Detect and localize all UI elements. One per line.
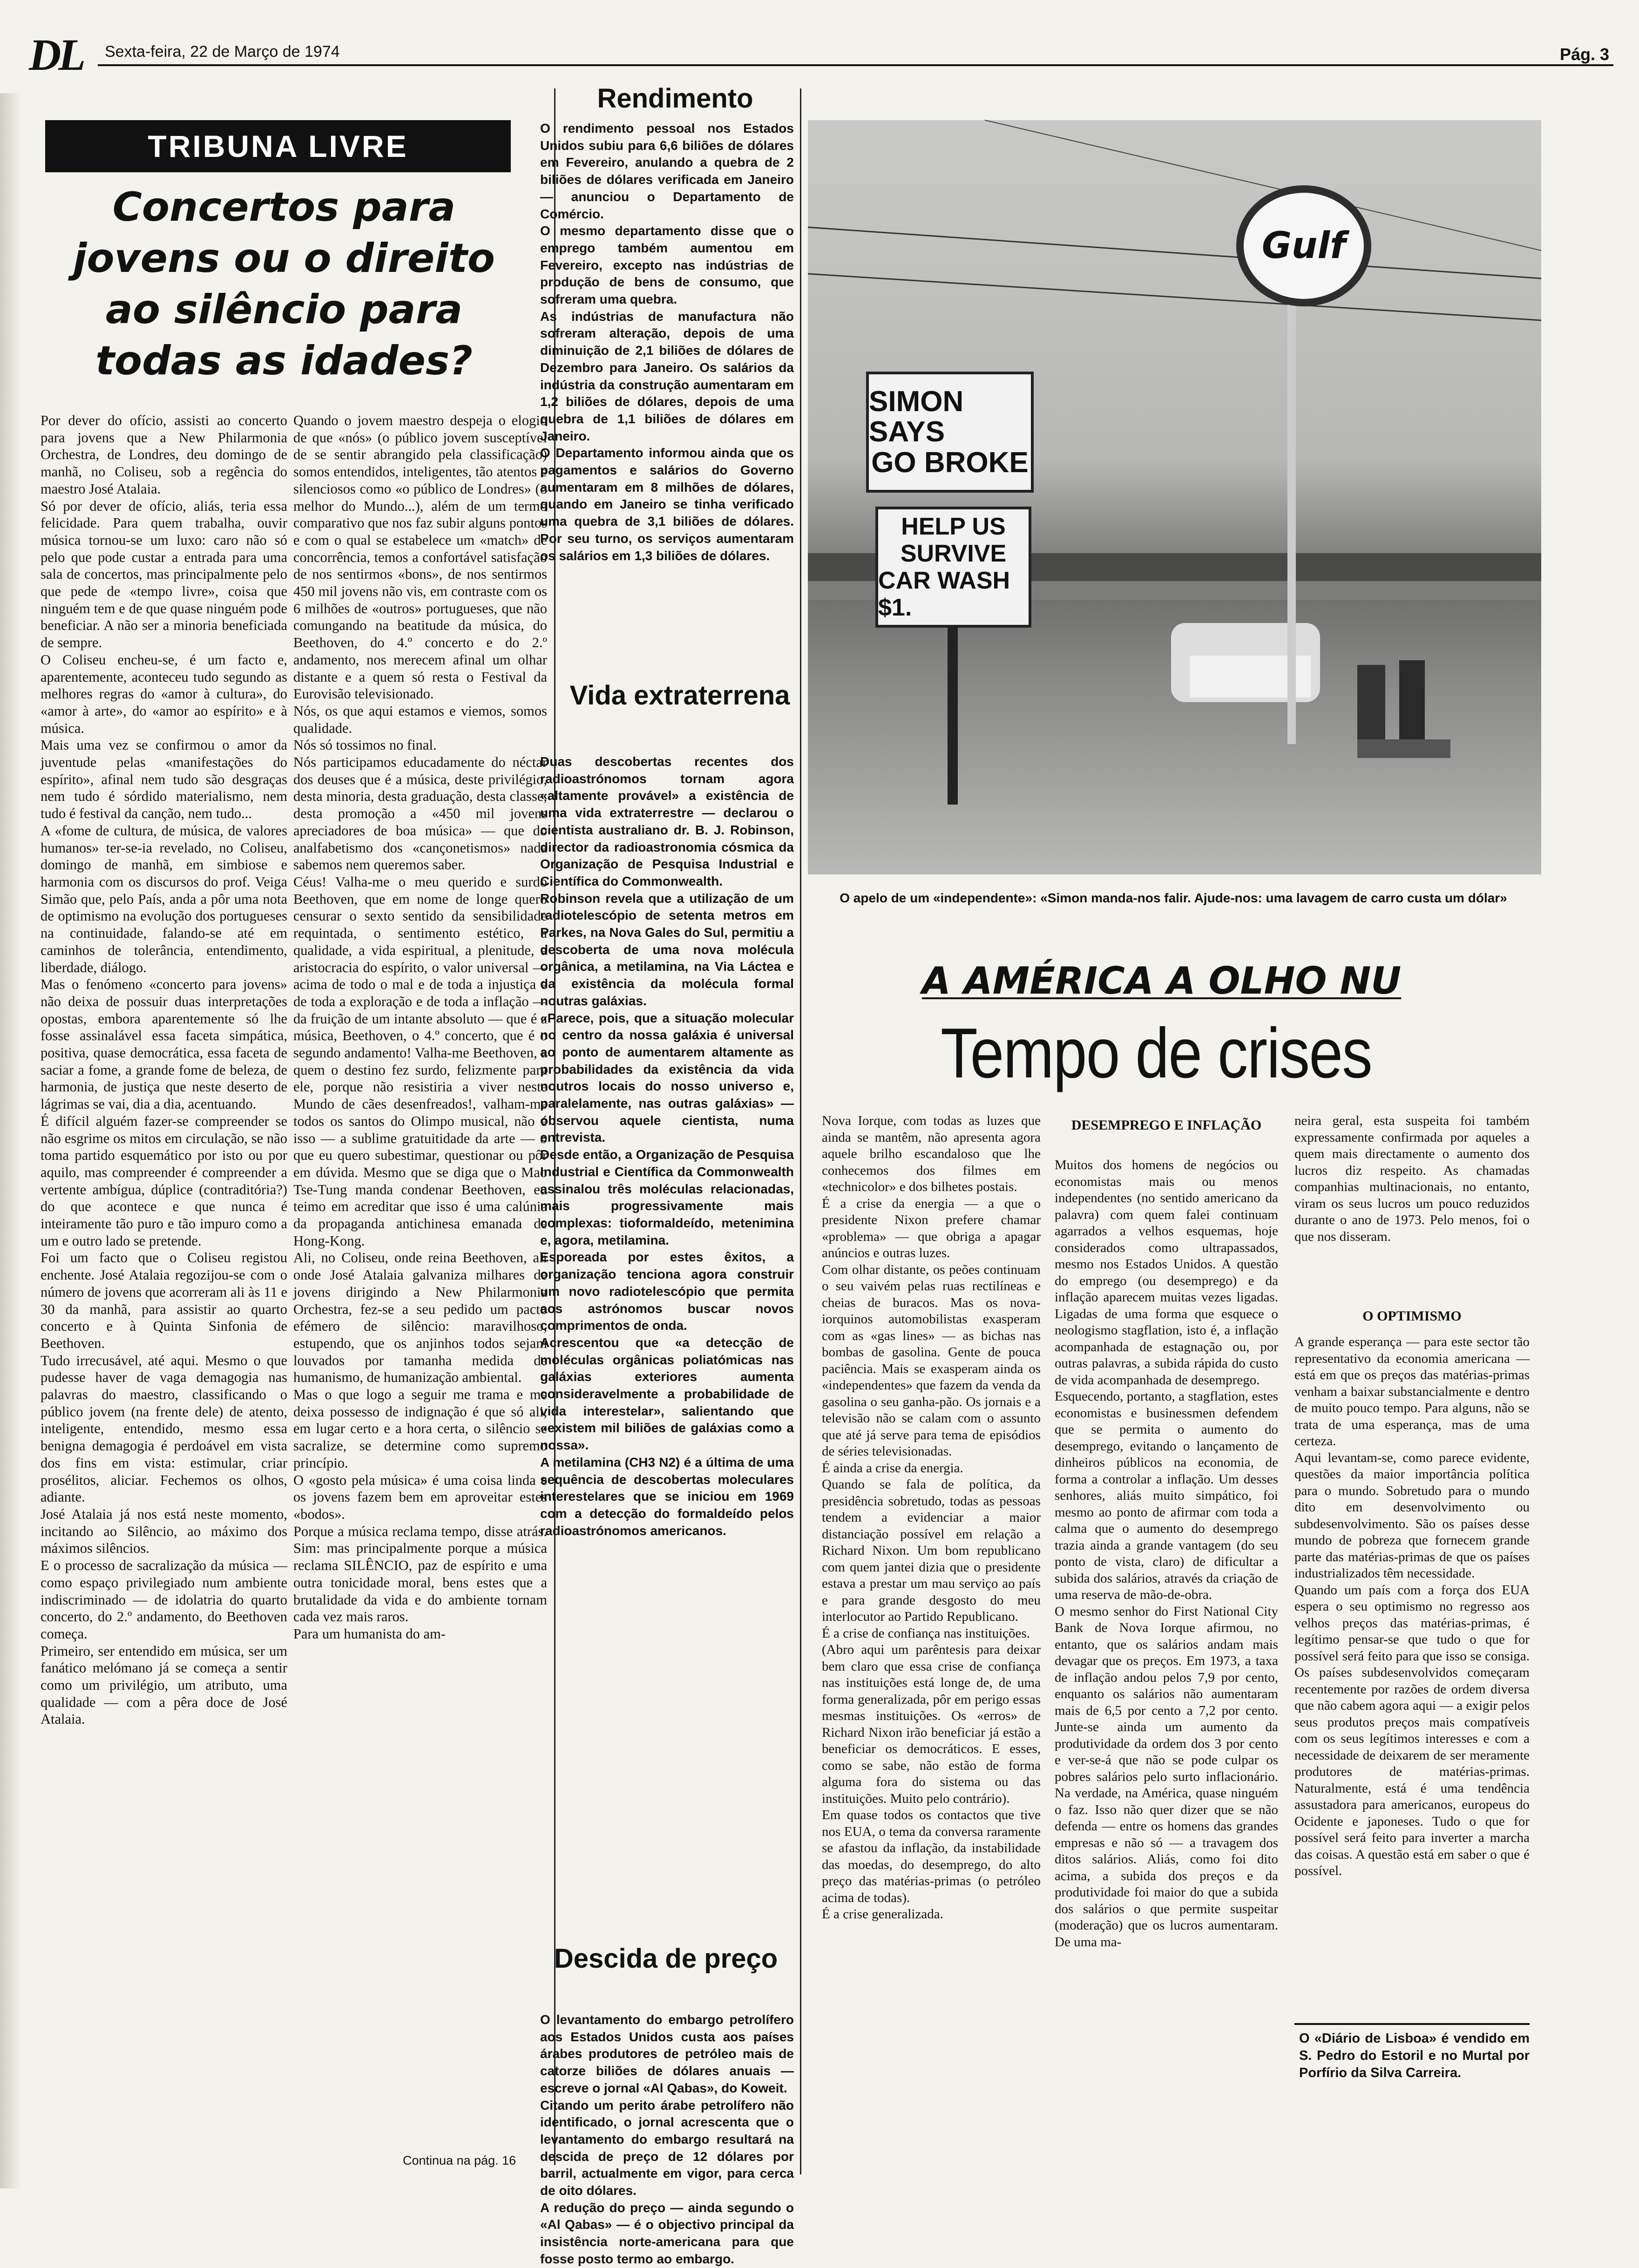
rendimento-body: O rendimento pessoal nos Estados Unidos subiu para 6,6 biliões de dólares em Fevereiro, anulando a quebra de 2 biliões de dólares verificada em Janeiro — anunciou o Departamento de Comércio. O mesmo departamento disse que o emprego também aumentou em Fevereiro, excepto nas indústrias de produção de bens de consumo, que sofreram uma quebra. As indústrias de manufactura não sofreram alteração, depois de uma diminuição de 2,1 biliões de dólares de Dezembro para Janeiro. Os salários da indústria da construção aumentaram em 1,2 biliões de dólares, depois de uma quebra de 1,1 biliões de dólares em Janeiro. O Departamento informou ainda que os pagamentos e salários do Governo aumentaram em 8 milhões de dólares, quando em Janeiro se tinha verificado uma quebra de 3,1 biliões de dólares. Por seu turno, os serviços aumentaram os salários em 1,3 biliões de dólares.: [540, 121, 794, 563]
article-column-3: A grande esperança — para este sector tão representativo da economia americana — está em que os preços das matérias-primas venham a baixar substancialmente e dentro de muito pouco tempo. Para alguns, não se trata de uma esperança, mas de uma certeza. Aqui levantam-se, como parece evidente, questões da maior importância política para o mundo. Sobretudo para o mundo dito em desenvolvimento ou subdesenvolvimento. São os países desse mundo de pobreza que fornecem grande parte das matérias-primas de que os países industrializados têm necessidade. Quando um país com a força dos EUA espera o seu optimismo no regresso aos velhos preços das matérias-primas, é legítimo pensar-se que tudo o que for possível será feito para que isso se consiga. Os países subdesenvolvidos começaram recentemente por razões de ordem diversa que não cabem agora aqui — a exigir pelos seus produtos preços mais compatíveis com os seus legítimos interesses e com a necessidade de deixarem de ser meramente produtores de matérias-primas. Naturalmente, está é uma tendência assustadora para americanos, europeus do Ocidente e japoneses. Tudo o que for possível será feito para inverter a marcha das coisas. A questão está em saber o que é possível.: [1294, 1334, 1530, 1878]
header-rule: [98, 64, 1613, 66]
newspaper-logo: DL: [29, 30, 83, 80]
gulf-station-photo: [808, 120, 1541, 874]
sign-line: GO BROKE: [871, 446, 1029, 479]
simon-says-sign: [866, 372, 1034, 493]
sign-line: HELP US: [901, 513, 1006, 540]
article-column-1: Nova Iorque, com todas as luzes que ainda se mantêm, não apresenta agora aquele brilho escandaloso que lhe conhecemos dos filmes em «technicolor» e dos bilhetes postais. É a crise da energia — a que o presidente Nixon prefere chamar «problema» — que obriga a apagar anúncios e outras luzes. Com olhar distante, os peões continuam o seu vaivém pelas ruas rectilíneas e cheias de buracos. Mas os nova-iorquinos automobilistas exasperam com as «gas lines» — as bichas nas bombas de gasolina. Gente de pouca paciência. Mais se exasperam ainda os «independentes» que fazem da venda da gasolina o seu ganha-pão. Os jornais e a televisão não se calam com o assunto que até já serve para tema de episódios de séries televisionadas. É ainda a crise da energia. Quando se fala de política, da presidência sobretudo, todas as pessoas tendem a evidenciar a maior distanciação possível em relação a Richard Nixon. Um bom republicano com quem jantei dizia que o presidente estava a prestar um mau serviço ao país e para grande desgosto do meu interlocutor ao Partido Republicano. É a crise de confiança nas instituições. (Abro aqui um parêntesis para deixar bem claro que essa crise de confiança nas instituições está longe de, de uma forma generalizada, pôr em perigo essas mesmas instituições. Os «erros» de Richard Nixon irão beneficiar já estão a beneficiar os democráticos. E esses, como se sabe, não estão de forma alguma fora do sistema ou das instituições. Muito pelo contrário). Em quase todos os contactos que tive nos EUA, o tema da conversa raramente se afastou da inflação, da instabilidade das moedas, do desemprego, do alto preço das matérias-primas (o petróleo acima de todas). É a crise generalizada.: [822, 1113, 1041, 1922]
section-tribuna-livre: TRIBUNA LIVRE: [45, 120, 511, 172]
gulf-sign: [1236, 185, 1371, 306]
vida-extraterrena-body: Duas descobertas recentes dos radioastrónomos tornam agora «altamente provável» a existência de uma vida extraterrestre — declarou o cientista australiano dr. B. J. Robinson, director da radioastronomia cósmica da Organização de Pesquisa Industrial e Científica do Commonwealth. Robinson revela que a utilização de um radiotelescópio de setenta metros em Parkes, na Nova Gales do Sul, permitiu a descoberta de uma nova molécula orgânica, a metilamina, na Via Láctea e da existência da molécula formal noutras galáxias. «Parece, pois, que a situação molecular no centro da nossa galáxia é universal ao ponto de aumentarem altamente as probabilidades da existência da vida noutros locais do nosso universo e, paralelamente, nas outras galáxias» — observou aquele cientista, numa entrevista. Desde então, a Organização de Pesquisa Industrial e Científica da Commonwealth assinalou três moléculas relacionadas, mais progressivamente mais complexas: tioformaldeído, metenimina e, agora, metilamina. Esporeada por estes êxitos, a organização tenciona agora construir um novo radiotelescópio que permita aos astrónomos buscar novos comprimentos de onda. Acrescentou que «a detecção de moléculas orgânicas poliatómicas nas galáxias exteriores aumenta consideravelmente a probabilidade de vida interestelar», salientando que «existem mil biliões de galáxias como a nossa». A metilamina (CH3 N2) é a última de uma sequência de descobertas moleculares interestelares que se iniciou em 1969 com a detecção do formaldeído pelos radioastrónomos americanos.: [540, 754, 794, 1538]
tribuna-title: Concertos para jovens ou o direito ao silêncio para todas as idades?: [73, 184, 495, 385]
car-wash-sign: [875, 507, 1031, 628]
rendimento-title: Rendimento: [597, 83, 753, 114]
tribuna-column-2: Quando o jovem maestro despeja o elogio de que «nós» (o público jovem susceptível de se sentir abrangido pela classificação) somos entendidos, inteligentes, tão atentos e silenciosos como «o público de Londres» (o melhor do Mundo...), além de um termo comparativo que nos faz subir alguns pontos e com o qual se estabelece um «match» de concorrência, temos a confortável satisfação de nos sentirmos «bons», de nos sentirmos 450 mil jovens não vis, em contraste com os 6 milhões de «outros» portugueses, que não comungando na beatitude da música, do Beethoven, do 4.º concerto e do 2.º andamento, nos merecem afinal um olhar distante e a quem só resta o Festival da Eurovisão televisionado. Nós, os que aqui estamos e viemos, somos qualidade. Nós só tossimos no final. Nós participamos educadamente do néctar dos deuses que é a música, deste privilégio, desta minoria, desta graduação, desta classe, desta promoção a «450 mil jovens apreciadores de boa música» — que do analfabetismo dos «cançonetismos» nada sabemos nem queremos saber. Céus! Valha-me o meu querido e surdo Beethoven, que em nome de longe quero censurar o sexto sentido da sensibilidade requintada, o sentimento estético, a qualidade, a vida espiritual, a plenitude, a aristocracia do espírito, o valor universal — acima de todo o mal e de toda a injustiça e de toda a exploração e de toda a inflação — da fruição de um intante absoluto — que é a música, Beethoven, o 4.º concerto, que é o segundo andamento! Valha-me Beethoven, a quem o destino fez surdo, felizmente para ele, porque não resistiria a viver neste Mundo de cães desenfreados!, valham-me todos os santos do Olimpo musical, não é isso — a sublime gratuitidade da arte — o que eu quero subestimar, questionar ou pôr em dúvida. Mesmo que se diga que o Mao Tse-Tung manda condenar Beethoven, eu teimo em acreditar que isso é uma calúnia da propaganda antichinesa emanada de Hong-Kong. Ali, no Coliseu, onde reina Beethoven, ali onde José Atalaia galvaniza milhares de jovens dirigindo a New Philarmonia Orchestra, fez-se a seu pedido um pacto efémero de silêncio: maravilhoso, estupendo, que os anjinhos todos sejam louvados por tamanha medida de humanismo, de humanização ambiental. Mas o que logo a seguir me trama e me deixa possesso de indignação é que só ali, em lugar certo e a hora certa, o silêncio se sacralize, se determine como supremo princípio. O «gosto pela música» é uma coisa linda e os jovens fazem bem em aproveitar estes «bodos». Porque a música reclama tempo, disse atrás. Sim: mas principalmente porque a música reclama SILÊNCIO, paz de espírito e uma outra tonicidade moral, bens estes que a brutalidade da vida e do ambiente tornam cada vez mais raros. Para um humanista do am-: [293, 413, 547, 1642]
article-column-2: Muitos dos homens de negócios ou economistas mais ou menos independentes (no sentido americano da palavra) com quem falei continuam agarrados a velhos esquemas, hoje considerados como ultrapassados, mesmo nos Estados Unidos. A questão do emprego (ou desemprego) e da inflação aparecem muitas vezes ligadas. Ligadas de uma forma que esquece o neologismo stagflation, isto é, a inflação acompanhada de estagnação ou, por outras palavras, a subida rápida do custo de vida acompanhada de desemprego. Esquecendo, portanto, a stagflation, estes economistas e businessmen defendem que se permita o aumento do desemprego, evitando o lançamento de dinheiros públicos na economia, de forma a controlar a inflação. Um desses senhores, aliás muito simpático, foi mesmo ao ponto de afirmar com toda a calma que o aumento do desemprego trazia ainda a grande vantagem (do seu ponto de vista, claro) de dificultar a subida dos salários, através da criação de uma reserva de mão-de-obra. O mesmo senhor do First National City Bank de Nova Iorque afirmou, no entanto, que os salários andam mais devagar que os preços. Em 1973, a taxa de inflação andou pelos 7,9 por cento, enquanto os salários não aumentaram mais de 6,5 por cento a 7,2 por cento. Junte-se ainda um aumento da produtividade da ordem dos 3 por cento e ver-se-á que não se pode culpar os pobres salários pelo surto inflacionário. Na verdade, na América, quase ninguém o faz. Isso não quer dizer que se não defenda — entre os homens das grandes empresas e não só — a travagem dos ditos salários. Aliás, como foi dito acima, a subida dos preços e da produtividade foi maior do que a subida dos salários o que permite suspeitar (moderação) que os lucros aumentaram. De uma ma-: [1055, 1158, 1278, 1950]
continua-note: Continua na pág. 16: [403, 2153, 516, 2167]
tribuna-column-1: Por dever do ofício, assisti ao concerto para jovens que a New Philarmonia Orchestra, de Londres, deu domingo de manhã, no Coliseu, sob a regência do maestro José Atalaia. Só por dever de ofício, aliás, teria essa felicidade. Para quem trabalha, ouvir música tornou-se um luxo: caro não só pelo que pode custar a entrada para uma sala de concertos, mas principalmente pelo que pede de «tempo livre», coisa que ninguém tem e de que quase ninguém pode beneficiar. A não ser a minoria beneficiada de sempre. O Coliseu encheu-se, é um facto e, aparentemente, aconteceu tudo segundo as melhores regras do «amor à cultura», do «amor à arte», do «amor ao espírito» e à música. Mais uma vez se confirmou o amor da juventude pelas «manifestações do espírito», afinal nem tudo são desgraças nem tudo é sórdido materialismo, nem tudo é festival da canção, nem tudo... A «fome de cultura, de música, de valores humanos» ter-se-ia revelado, no Coliseu, domingo de manhã, em simbiose e harmonia com os discursos do prof. Veiga Simão que, pelo País, anda a pôr uma nota de optimismo na evolução dos portugueses na continuidade, falando-se até em caminhos de tolerância, entendimento, liberdade, diálogo. Mas o fenómeno «concerto para jovens» não deixa de possuir duas interpretações opostas, embora aparentemente só lhe fosse assinalável essa faceta simpática, positiva, quase democrática, essa faceta de saciar a fome, a grande fome de beleza, de harmonia, de justiça que neste deserto de lágrimas se vai, dia a dia, acentuando. É difícil alguém fazer-se compreender se não esgrime os mitos em circulação, se não toma partido esquemático por isto ou por aquilo, mas compreender é compreender a vertente ambígua, dúplice (contraditória?) do que acontece e que nunca é inteiramente tão puro e tão impuro como a um e outro lado se pretende. Foi um facto que o Coliseu registou enchente. José Atalaia regozijou-se com o número de jovens que acorreram ali às 11 e 30 da manhã, para assistir ao quarto concerto e à Quinta Sinfonia de Beethoven. Tudo irrecusável, até aqui. Mesmo o que pudesse haver de vaga demagogia nas palavras do maestro, classificando o público jovem (na frente dele) de atento, inteligente, entendido, mesmo essa benigna demagogia é perdoável em vista dos fins em vista: estimular, criar prosélitos, aliciar. Fechemos os olhos, adiante. José Atalaia já nos está neste momento, incitando ao Silêncio, ao máximo dos máximos silêncios. E o processo de sacralização da música — como espaço privilegiado num ambiente indiscriminado — de idolatria do quarto concerto, do 2.º andamento, do Beethoven começa. Primeiro, ser entendido em música, ser um fanático melómano já se começa a sentir como um privilégio, um atributo, uma qualidade — com a pêra doce de José Atalaia.: [41, 413, 287, 1727]
kicker-headline: A AMÉRICA A OLHO NU: [922, 959, 1402, 1002]
main-headline: Tempo de crises: [941, 1014, 1372, 1093]
sign-line: SIMON SAYS: [869, 386, 964, 448]
left-paper-edge: [0, 93, 21, 2188]
descida-de-preco-title: Descida de preço: [554, 1943, 778, 1974]
header-date: Sexta-feira, 22 de Março de 1974: [105, 43, 340, 61]
page-number: Pág. 3: [1560, 45, 1610, 64]
photo-caption: O apelo de um «independente»: «Simon manda-nos falir. Ajude-nos: uma lavagem de carro custa um dólar»: [840, 891, 1507, 905]
descida-de-preco-body: O levantamento do embargo petrolífero aos Estados Unidos custa aos países árabes produtores de petróleo mais de catorze biliões de dólares anuais — escreve o jornal «Al Qabas», do Koweit. Citando um perito árabe petrolífero não identificado, o jornal acrescenta que o levantamento do embargo resultará na descida de preço de 12 dólares por barril, actualmente em vigor, para cerca de oito dólares. A redução do preço — ainda segundo o «Al Qabas» — é o objectivo principal da insistência norte-americana para que fosse posto termo ao embargo.: [540, 2012, 794, 2266]
desemprego-subhead: DESEMPREGO E INFLAÇÃO: [1071, 1117, 1262, 1133]
sign-post: [948, 628, 958, 805]
sign-line: CAR WASH $1.: [878, 567, 1010, 622]
optimismo-subhead: O OPTIMISMO: [1362, 1308, 1462, 1324]
photo-scene: [808, 120, 1541, 874]
article-column-3-intro: neira geral, esta suspeita foi também expressamente confirmada por aqueles a quem mais directamente o aumento dos lucros diz respeito. As chamadas companhias multinacionais, no entanto, viram os seus lucros um pouco reduzidos durante o ano de 1973. Pelo menos, foi o que nos disseram.: [1294, 1113, 1530, 1244]
box-rule: [1294, 2023, 1530, 2025]
vida-extraterrena-title: Vida extraterrena: [569, 680, 790, 711]
column-rule: [800, 88, 801, 2174]
distribution-note: O «Diário de Lisboa» é vendido em S. Pedro do Estoril e no Murtal por Porfírio da Silva Carreira.: [1299, 2031, 1530, 2080]
sign-line: SURVIVE: [900, 540, 1007, 567]
gulf-logo-text: Gulf: [1261, 225, 1346, 267]
